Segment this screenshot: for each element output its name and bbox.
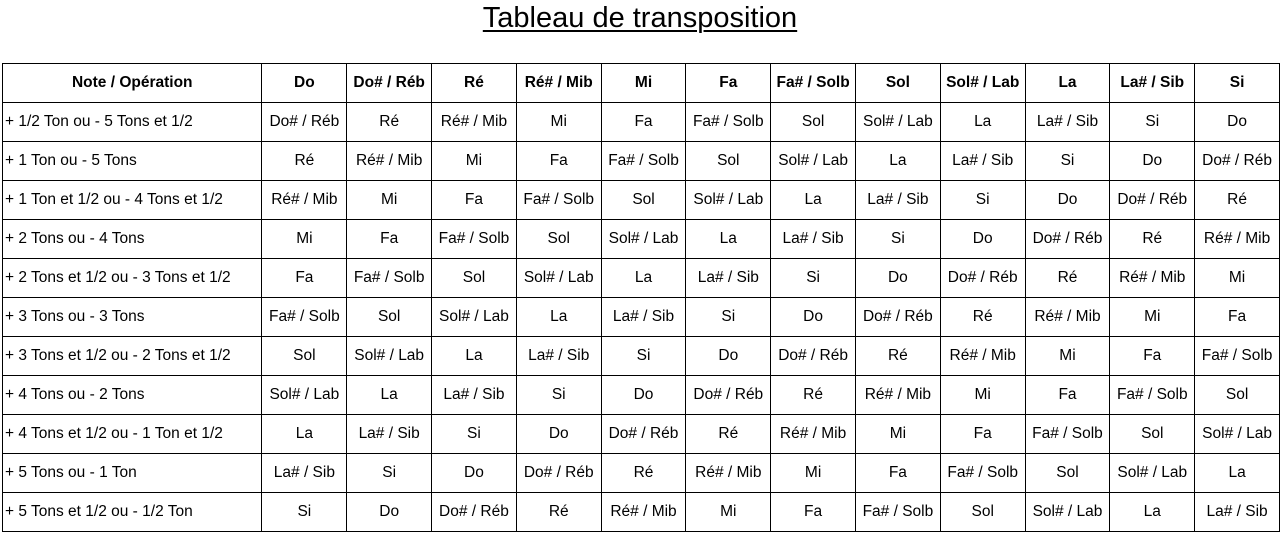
operation-cell: + 1 Ton ou - 5 Tons xyxy=(3,142,262,181)
note-cell: Sol# / Lab xyxy=(516,259,601,298)
note-cell: Si xyxy=(686,298,771,337)
note-cell: Fa# / Solb xyxy=(516,181,601,220)
note-cell: Do# / Réb xyxy=(601,415,686,454)
note-cell: Sol xyxy=(1025,454,1110,493)
note-cell: Fa xyxy=(262,259,347,298)
note-cell: Ré xyxy=(1025,259,1110,298)
note-cell: Ré xyxy=(686,415,771,454)
header-note-cell: Ré xyxy=(432,64,517,103)
table-row xyxy=(3,493,1280,532)
note-cell: Sol xyxy=(347,298,432,337)
note-cell: Ré# / Mib xyxy=(347,142,432,181)
note-cell: Ré xyxy=(516,493,601,532)
note-cell: Ré xyxy=(940,298,1025,337)
note-cell: Si xyxy=(262,493,347,532)
note-cell: Ré xyxy=(262,142,347,181)
note-cell: Do xyxy=(1110,142,1195,181)
note-cell: Do# / Réb xyxy=(1110,181,1195,220)
note-cell: La xyxy=(601,259,686,298)
note-cell: Do# / Réb xyxy=(686,376,771,415)
header-note-cell: Sol xyxy=(856,64,941,103)
header-operation-cell: Note / Opération xyxy=(3,64,262,103)
header-note-cell: Do xyxy=(262,64,347,103)
note-cell: Fa xyxy=(1025,376,1110,415)
table-row xyxy=(3,415,1280,454)
note-cell: La xyxy=(1110,493,1195,532)
note-cell: Mi xyxy=(940,376,1025,415)
note-cell: Sol# / Lab xyxy=(686,181,771,220)
note-cell: Sol# / Lab xyxy=(856,103,941,142)
header-note-cell: La# / Sib xyxy=(1110,64,1195,103)
note-cell: Ré xyxy=(1195,181,1280,220)
note-cell: Si xyxy=(601,337,686,376)
note-cell: Sol xyxy=(771,103,856,142)
note-cell: Sol# / Lab xyxy=(432,298,517,337)
note-cell: Ré# / Mib xyxy=(771,415,856,454)
header-note-cell: La xyxy=(1025,64,1110,103)
note-cell: Mi xyxy=(686,493,771,532)
note-cell: Ré xyxy=(601,454,686,493)
note-cell: Do# / Réb xyxy=(262,103,347,142)
note-cell: Sol xyxy=(940,493,1025,532)
note-cell: Do xyxy=(1195,103,1280,142)
table-body xyxy=(3,64,1280,532)
note-cell: La# / Sib xyxy=(771,220,856,259)
note-cell: Ré xyxy=(1110,220,1195,259)
note-cell: Do xyxy=(347,493,432,532)
note-cell: Fa xyxy=(432,181,517,220)
note-cell: Mi xyxy=(1025,337,1110,376)
table-row xyxy=(3,337,1280,376)
note-cell: La xyxy=(432,337,517,376)
header-note-cell: Mi xyxy=(601,64,686,103)
header-note-cell: Sol# / Lab xyxy=(940,64,1025,103)
table-row xyxy=(3,220,1280,259)
note-cell: La xyxy=(262,415,347,454)
note-cell: Fa# / Solb xyxy=(432,220,517,259)
note-cell: Fa xyxy=(1195,298,1280,337)
operation-cell: + 3 Tons ou - 3 Tons xyxy=(3,298,262,337)
note-cell: Ré# / Mib xyxy=(1110,259,1195,298)
header-note-cell: Do# / Réb xyxy=(347,64,432,103)
operation-cell: + 5 Tons et 1/2 ou - 1/2 Ton xyxy=(3,493,262,532)
transposition-table xyxy=(2,63,1280,532)
note-cell: Sol xyxy=(1110,415,1195,454)
header-note-cell: Fa xyxy=(686,64,771,103)
note-cell: La xyxy=(771,181,856,220)
operation-cell: + 4 Tons et 1/2 ou - 1 Ton et 1/2 xyxy=(3,415,262,454)
page-title: Tableau de transposition xyxy=(482,2,798,34)
note-cell: La# / Sib xyxy=(686,259,771,298)
operation-cell: + 2 Tons et 1/2 ou - 3 Tons et 1/2 xyxy=(3,259,262,298)
note-cell: Ré xyxy=(771,376,856,415)
header-note-cell: Ré# / Mib xyxy=(516,64,601,103)
note-cell: Do# / Réb xyxy=(1195,142,1280,181)
note-cell: Ré# / Mib xyxy=(1025,298,1110,337)
operation-cell: + 1/2 Ton ou - 5 Tons et 1/2 xyxy=(3,103,262,142)
note-cell: Do# / Réb xyxy=(771,337,856,376)
note-cell: Ré xyxy=(856,337,941,376)
note-cell: Do# / Réb xyxy=(432,493,517,532)
note-cell: Si xyxy=(1110,103,1195,142)
note-cell: Fa# / Solb xyxy=(856,493,941,532)
note-cell: Si xyxy=(1025,142,1110,181)
table-row xyxy=(3,454,1280,493)
note-cell: Mi xyxy=(771,454,856,493)
note-cell: La xyxy=(856,142,941,181)
note-cell: La# / Sib xyxy=(940,142,1025,181)
note-cell: Si xyxy=(856,220,941,259)
note-cell: Fa# / Solb xyxy=(940,454,1025,493)
table-row xyxy=(3,376,1280,415)
note-cell: Fa# / Solb xyxy=(1195,337,1280,376)
table-row xyxy=(3,298,1280,337)
note-cell: Mi xyxy=(432,142,517,181)
note-cell: Fa xyxy=(856,454,941,493)
note-cell: Fa# / Solb xyxy=(347,259,432,298)
note-cell: Si xyxy=(940,181,1025,220)
note-cell: Do xyxy=(516,415,601,454)
note-cell: Ré# / Mib xyxy=(686,454,771,493)
note-cell: Do xyxy=(771,298,856,337)
note-cell: Do# / Réb xyxy=(1025,220,1110,259)
table-row xyxy=(3,103,1280,142)
note-cell: Sol xyxy=(601,181,686,220)
table-row xyxy=(3,142,1280,181)
note-cell: La# / Sib xyxy=(516,337,601,376)
note-cell: Mi xyxy=(1110,298,1195,337)
note-cell: Do# / Réb xyxy=(856,298,941,337)
note-cell: Fa# / Solb xyxy=(1110,376,1195,415)
note-cell: La xyxy=(686,220,771,259)
note-cell: La# / Sib xyxy=(1195,493,1280,532)
table-row xyxy=(3,259,1280,298)
note-cell: Fa# / Solb xyxy=(262,298,347,337)
note-cell: La# / Sib xyxy=(432,376,517,415)
note-cell: Sol# / Lab xyxy=(771,142,856,181)
note-cell: Fa xyxy=(771,493,856,532)
note-cell: Sol# / Lab xyxy=(347,337,432,376)
operation-cell: + 1 Ton et 1/2 ou - 4 Tons et 1/2 xyxy=(3,181,262,220)
note-cell: Sol xyxy=(1195,376,1280,415)
operation-cell: + 2 Tons ou - 4 Tons xyxy=(3,220,262,259)
note-cell: Do xyxy=(856,259,941,298)
note-cell: Sol# / Lab xyxy=(262,376,347,415)
note-cell: Fa# / Solb xyxy=(686,103,771,142)
note-cell: Mi xyxy=(262,220,347,259)
note-cell: Fa xyxy=(1110,337,1195,376)
header-row xyxy=(3,64,1280,103)
note-cell: Ré# / Mib xyxy=(432,103,517,142)
note-cell: Ré# / Mib xyxy=(1195,220,1280,259)
note-cell: Do xyxy=(686,337,771,376)
note-cell: La# / Sib xyxy=(601,298,686,337)
note-cell: La# / Sib xyxy=(262,454,347,493)
header-note-cell: Si xyxy=(1195,64,1280,103)
note-cell: La xyxy=(347,376,432,415)
note-cell: Si xyxy=(516,376,601,415)
note-cell: Do xyxy=(1025,181,1110,220)
note-cell: Sol xyxy=(686,142,771,181)
table-row xyxy=(3,181,1280,220)
note-cell: Do# / Réb xyxy=(516,454,601,493)
note-cell: La xyxy=(516,298,601,337)
note-cell: Si xyxy=(771,259,856,298)
note-cell: Fa# / Solb xyxy=(1025,415,1110,454)
note-cell: Fa# / Solb xyxy=(601,142,686,181)
note-cell: Si xyxy=(432,415,517,454)
note-cell: La# / Sib xyxy=(347,415,432,454)
note-cell: Mi xyxy=(856,415,941,454)
note-cell: Fa xyxy=(347,220,432,259)
note-cell: Mi xyxy=(516,103,601,142)
note-cell: La xyxy=(1195,454,1280,493)
note-cell: Sol# / Lab xyxy=(1195,415,1280,454)
note-cell: Fa xyxy=(940,415,1025,454)
note-cell: Sol# / Lab xyxy=(601,220,686,259)
note-cell: Fa xyxy=(601,103,686,142)
note-cell: Sol# / Lab xyxy=(1025,493,1110,532)
note-cell: Ré# / Mib xyxy=(940,337,1025,376)
note-cell: Fa xyxy=(516,142,601,181)
note-cell: Mi xyxy=(347,181,432,220)
note-cell: La# / Sib xyxy=(856,181,941,220)
header-note-cell: Fa# / Solb xyxy=(771,64,856,103)
note-cell: Do# / Réb xyxy=(940,259,1025,298)
note-cell: La# / Sib xyxy=(1025,103,1110,142)
note-cell: Mi xyxy=(1195,259,1280,298)
note-cell: Do xyxy=(432,454,517,493)
note-cell: Ré# / Mib xyxy=(601,493,686,532)
note-cell: Si xyxy=(347,454,432,493)
operation-cell: + 5 Tons ou - 1 Ton xyxy=(3,454,262,493)
note-cell: Do xyxy=(601,376,686,415)
note-cell: Sol xyxy=(262,337,347,376)
note-cell: Sol# / Lab xyxy=(1110,454,1195,493)
note-cell: Ré xyxy=(347,103,432,142)
note-cell: Sol xyxy=(516,220,601,259)
note-cell: Ré# / Mib xyxy=(262,181,347,220)
note-cell: Do xyxy=(940,220,1025,259)
operation-cell: + 3 Tons et 1/2 ou - 2 Tons et 1/2 xyxy=(3,337,262,376)
note-cell: Ré# / Mib xyxy=(856,376,941,415)
note-cell: La xyxy=(940,103,1025,142)
note-cell: Sol xyxy=(432,259,517,298)
operation-cell: + 4 Tons ou - 2 Tons xyxy=(3,376,262,415)
